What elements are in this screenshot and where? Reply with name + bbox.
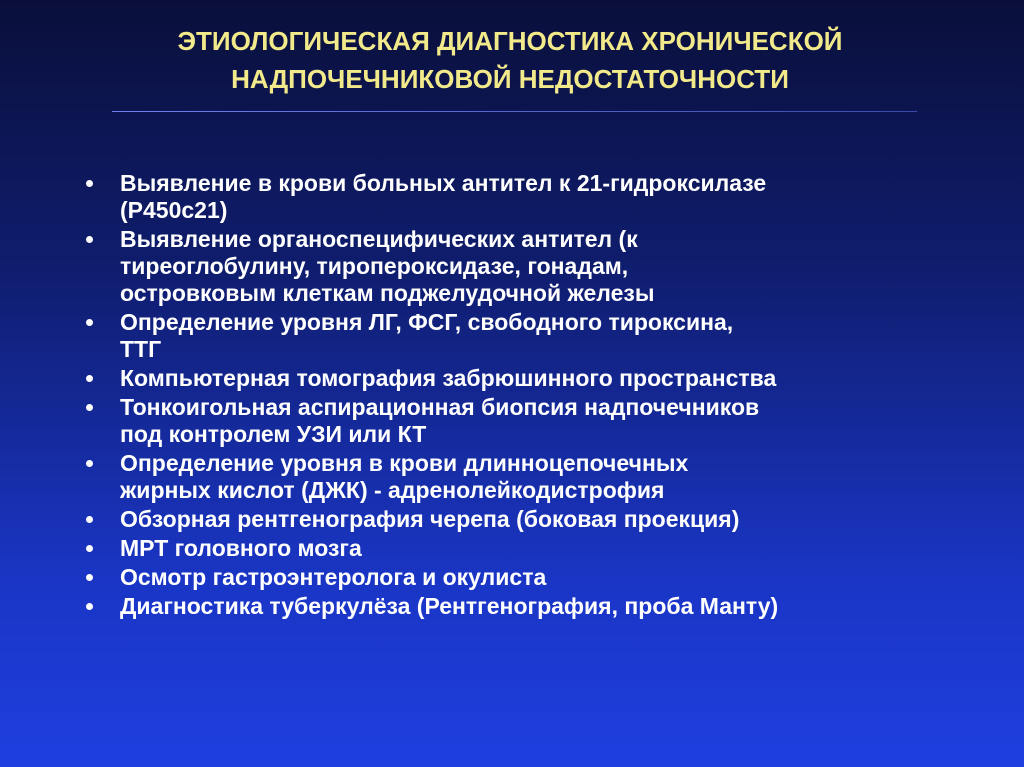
bullet-item <box>84 564 984 591</box>
bullet-dot-icon <box>86 545 93 552</box>
bullet-text-line: Осмотр гастроэнтеролога и окулиста <box>120 564 547 590</box>
bullet-item <box>84 170 984 224</box>
bullet-item <box>84 226 984 307</box>
bullet-text-line: Определение уровня ЛГ, ФСГ, свободного тироксина, <box>120 309 734 335</box>
bullet-dot-icon <box>86 375 93 382</box>
bullet-item <box>84 365 984 392</box>
bullet-dot-icon <box>86 319 93 326</box>
bullet-text-line: Выявление в крови больных антител к 21-гидроксилазе <box>120 170 767 196</box>
bullet-dot-icon <box>86 574 93 581</box>
bullet-text-line: под контролем УЗИ или КТ <box>120 421 427 447</box>
bullet-dot-icon <box>86 180 93 187</box>
bullet-text-line: жирных кислот (ДЖК) - адренолейкодистрофия <box>120 477 665 503</box>
bullet-item <box>84 394 984 448</box>
bullet-item <box>84 309 984 363</box>
bullet-dot-icon <box>86 404 93 411</box>
bullet-dot-icon <box>86 516 93 523</box>
bullet-item <box>84 506 984 533</box>
bullet-text-line: Тонкоигольная аспирационная биопсия надпочечников <box>120 394 760 420</box>
bullet-dot-icon <box>86 236 93 243</box>
bullet-text-line: Обзорная рентгенография черепа (боковая проекция) <box>120 506 740 532</box>
bullet-text-line: МРТ головного мозга <box>120 535 362 561</box>
bullet-text-line: островковым клеткам поджелудочной железы <box>120 280 655 306</box>
bullet-text-line: Выявление органоспецифических антител (к <box>120 226 638 252</box>
slide-title <box>100 22 920 98</box>
bullet-text-line: Диагностика туберкулёза (Рентгенография, проба Манту) <box>120 593 779 619</box>
bullet-item <box>84 450 984 504</box>
title-line: ЭТИОЛОГИЧЕСКАЯ ДИАГНОСТИКА ХРОНИЧЕСКОЙ <box>177 26 843 56</box>
bullet-text-line: Компьютерная томография забрюшинного пространства <box>120 365 777 391</box>
bullet-text-line: (Р450с21) <box>120 197 228 223</box>
bullet-item <box>84 593 984 620</box>
bullet-text-line: ТТГ <box>120 336 162 362</box>
bullet-text-line: Определение уровня в крови длинноцепочечных <box>120 450 689 476</box>
title-divider <box>112 111 917 112</box>
title-line: НАДПОЧЕЧНИКОВОЙ НЕДОСТАТОЧНОСТИ <box>231 64 789 94</box>
bullet-text-line: тиреоглобулину, тиропероксидазе, гонадам, <box>120 253 629 279</box>
bullet-item <box>84 535 984 562</box>
bullet-dot-icon <box>86 603 93 610</box>
bullet-dot-icon <box>86 460 93 467</box>
bullet-list <box>84 170 984 622</box>
